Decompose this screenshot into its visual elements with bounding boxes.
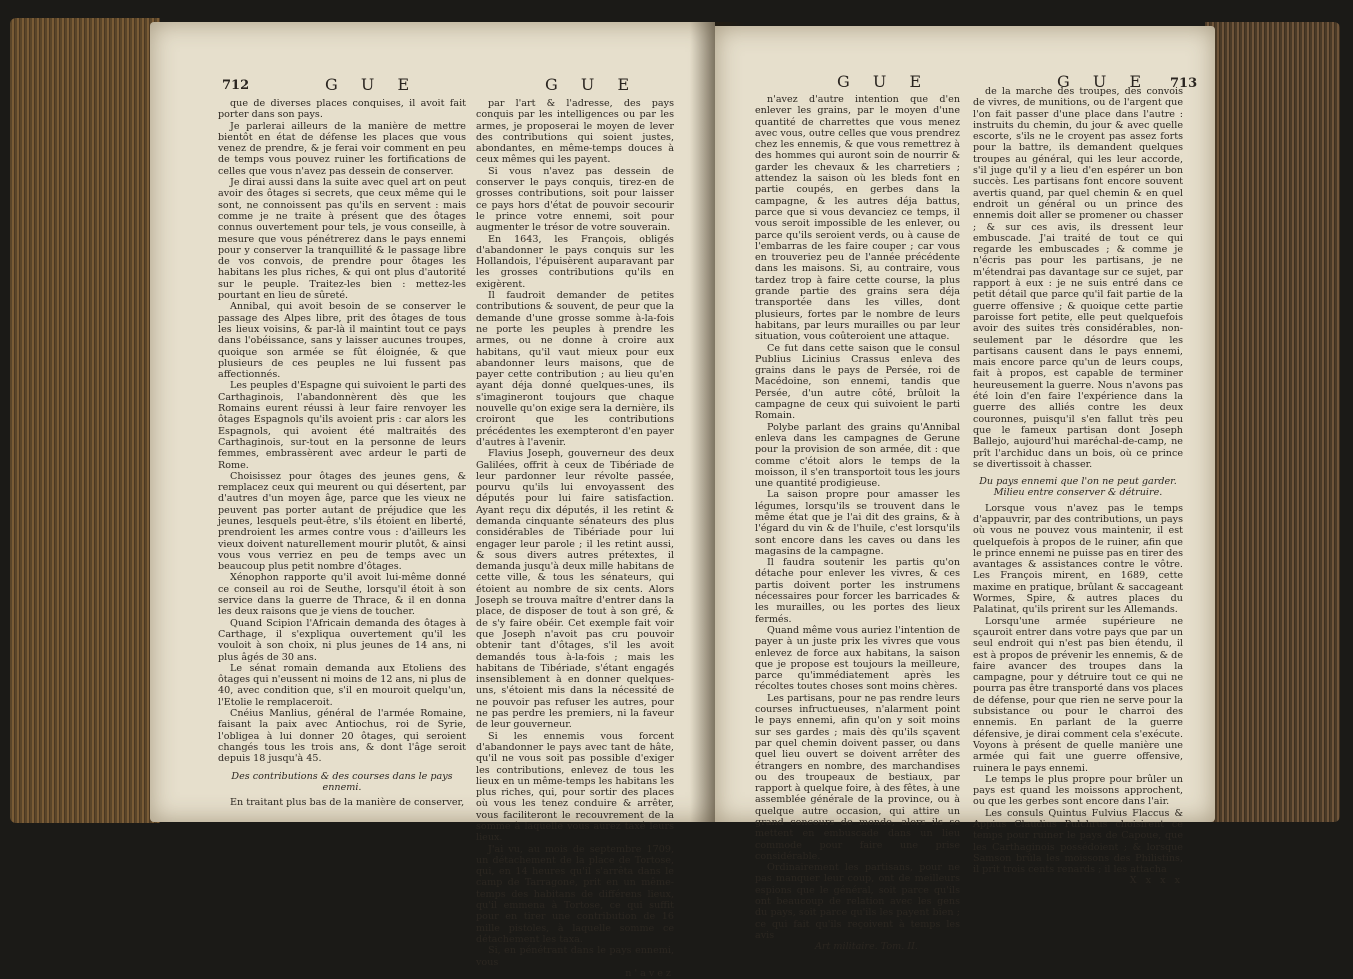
left-running-head-1: G U E: [325, 75, 419, 94]
paragraph: Le sénat romain demanda aux Etoliens des ôtages qui n'eussent ni moins de 12 ans, ni plus de 40, avec condition que, s'il en mouroit quelqu'un, l'Etolie le remplaceroit.: [218, 662, 466, 708]
paragraph: Quand même vous auriez l'intention de payer à un juste prix les vivres que vous enlevez de force aux habitans, la saison que je propose est toujours la meilleure, parce qu'immédiatement après les récoltes toutes choses sont moins chères.: [755, 624, 960, 693]
right-signature-mark: X x x x: [1129, 875, 1183, 887]
paragraph: Je parlerai ailleurs de la manière de mettre bientôt en état de défense les places que vous venez de prendre, & je ferai voir comment en peu de temps vous pouvez ruiner les fortifications de celles que vous n'avez pas dessein de conserver.: [218, 120, 466, 177]
paragraph: J'ai vu, au mois de septembre 1709, un détachement de la place de Tortose, qui, en 14 heures qu'il s'arrêta dans le camp de Tarragone, prit en un même-temps des habitans de différens lieux, qu'il emmena à Tortose, ce qui suffit pour en tirer une contribution de 16 mille pistoles, à laquelle somme ce détachement les taxa.: [476, 843, 674, 945]
paragraph: Lorsqu'une armée supérieure ne sçauroit entrer dans votre pays que par un seul endroit qui n'est pas bien étendu, il est à propos de prévenir les ennemis, & de faire avancer des troupes dans la campagne, pour y détruire tout ce qui ne pourra pas être transporté dans vos places de défense, pour que rien ne serve pour la subsistance ou pour le charroi des ennemis. En parlant de la guerre défensive, je dirai comment cela s'exécute. Voyons à présent de quelle manière une armée qui fait une guerre offensive, ruinera le pays ennemi.: [973, 615, 1183, 774]
left-section-caption: Des contributions & des courses dans le pays ennemi.: [231, 770, 453, 793]
right-signature-line: Art militaire. Tom. II.: [815, 941, 918, 953]
right-running-head-2: G U E: [1057, 72, 1151, 91]
left-column-1-last-line: En traitant plus bas de la manière de conserver,: [230, 797, 465, 809]
paragraph: Les consuls Quintus Fulvius Flaccus & Appius Claudius Pulchrus choisirent ce temps pour ruiner le pays de Capoue, que les Carthaginois possédoient ; & lorsque Samson brûla les moissons des Philistins, il prit trois cents renards ; il les attacha: [973, 807, 1183, 876]
paragraph: Lorsque vous n'avez pas le temps d'appauvrir, par des contributions, un pays où vous ne pouvez vous maintenir, il est quelquefois à propos de le ruiner, afin que le prince ennemi ne puisse pas en tirer des avantages & assistances contre le vôtre. Les François mirent, en 1689, cette maxime en pratique, brûlant & saccageant Wormes, Spire, & autres places du Palatinat, qu'ils prirent sur les Allemands.: [973, 502, 1183, 616]
paragraph: Je dirai aussi dans la suite avec quel art on peut avoir des ôtages si secrets, que ceux même qui le sont, ne connoissent pas qu'ils en servent : mais comme je ne traite à présent que des ôtages connus ouvertement pour tels, je vous conseille, à mesure que vous pénétrerez dans le pays ennemi pour y conserver la tranquillité & le passage libre de vos convois, de prendre pour ôtages les habitans les plus riches, & qui ont plus d'autorité sur le peuple. Traitez-les bien : mettez-les pourtant en lieu de sûreté.: [218, 177, 466, 302]
paragraph: n'avez d'autre intention que d'en enlever les grains, par le moyen d'une quantité de charrettes que vous menez avec vous, outre celles que vous prendrez chez les ennemis, & que vous remettrez à des hommes qui auront soin de nourrir & garder les chevaux & les charretiers ; attendez la saison où les bleds font en partie coupés, en gerbes dans la campagne, & les autres déja battus, parce que si vous devanciez ce temps, il vous seroit impossible de les enlever, ou parce qu'ils seroient verds, ou à cause de l'embarras de les faire couper ; car vous en trouveriez peu de l'année précédente dans les maisons. Si, au contraire, vous tardez trop à faire cette course, la plus grande partie des grains sera déja transportée dans les villes, dont plusieurs, fortes par le nombre de leurs habitans, par leurs murailles ou par leur situation, vous coûteroient une attaque.: [755, 94, 960, 343]
paragraph: Si vous n'avez pas dessein de conserver le pays conquis, tirez-en de grosses contributions, soit pour laisser ce pays hors d'état de pouvoir secourir le prince votre ennemi, soit pour augmenter le trésor de votre souverain.: [476, 165, 674, 234]
paragraph: Quand Scipion l'Africain demanda des ôtages à Carthage, il s'expliqua ouvertement qu'il les vouloit à son choix, ni plus jeunes de 14 ans, ni plus âgés de 30 ans.: [218, 617, 466, 663]
right-page-number: 713: [1170, 76, 1198, 91]
paragraph: La saison propre pour amasser les légumes, lorsqu'ils se trouvent dans le même état que je l'ai dit des grains, & à l'égard du vin & de l'huile, c'est lorsqu'ils sont encore dans les caves ou dans les magasins de la campagne.: [755, 489, 960, 557]
left-page-number: 712: [222, 78, 250, 93]
paragraph: Annibal, qui avoit besoin de se conserver le passage des Alpes libre, prit des ôtages de tous les lieux voisins, & par-là il maintint tout ce pays dans l'obéissance, sans y laisser aucunes troupes, quoique son armée se fût éloignée, & que plusieurs de ces peuples ne lui fussent pas affectionnés.: [218, 301, 466, 381]
paragraph: Le temps le plus propre pour brûler un pays est quand les moissons approchent, ou que les gerbes sont encore dans l'air.: [973, 773, 1183, 808]
paragraph: Cnéius Manlius, général de l'armée Romaine, faisant la paix avec Antiochus, roi de Syrie, l'obligea à lui donner 20 ôtages, qui seroient changés tous les trois ans, & dont l'âge seroit depuis 18 jusqu'à 45.: [218, 708, 466, 765]
paragraph: En 1643, les François, obligés d'abandonner le pays conquis sur les Hollandois, l'épuisèrent auparavant par les grosses contributions qu'ils en exigèrent.: [476, 233, 674, 290]
paragraph: Ordinairement les partisans, pour ne pas manquer leur coup, ont de meilleurs espions que le général, soit parce qu'ils ont beaucoup de relation avec les gens du pays, soit parce qu'ils les payent bien ; ce qui fait qu'ils reçoivent à temps les avis: [755, 862, 960, 941]
paragraph: Les peuples d'Espagne qui suivoient le parti des Carthaginois, l'abandonnèrent dès que les Romains eurent réussi à leur faire renvoyer les ôtages Espagnols qu'ils avoient pris : car alors les Espagnols, qui avoient été maltraités des Carthaginois, sur-tout en la personne de leurs femmes, embrassèrent avec ardeur le parti de Rome.: [218, 380, 466, 471]
paragraph: Si les ennemis vous forcent d'abandonner le pays avec tant de hâte, qu'il ne vous soit pas possible d'exiger les contributions, enlevez de tous les lieux en un même-temps les habitans les plus riches, qui, pour sortir des places où vous les tenez conduire & arrêter, vous faciliteront le recouvrement de la somme à laquelle vous aurez taxé leurs lieux.: [476, 730, 674, 844]
right-page: [715, 26, 1215, 953]
paragraph: Il faudroit demander de petites contributions & souvent, de peur que la demande d'une grosse somme à-la-fois ne porte les peuples à prendre les armes, ou ne donne à croire aux habitans, qu'il vaut mieux pour eux abandonner leurs maisons, que de payer cette contribution ; au lieu qu'en ayant déja donné quelques-unes, ils s'imagineront toujours que chaque nouvelle qu'on exige sera la dernière, ils croiront que les contributions précédentes les exempteront d'en payer d'autres à l'avenir.: [476, 290, 674, 448]
right-column-2: [973, 86, 1183, 887]
left-column-1: [218, 98, 466, 809]
paragraph: Flavius Joseph, gouverneur des deux Galilées, offrit à ceux de Tibériade de leur pardonner leur révolte passée, pourvu qu'ils lui envoyassent des députés pour lui faire satisfaction. Ayant reçu dix députés, il les retint & demanda cinquante sénateurs des plus considérables de Tibériade pour lui engager leur parole ; il les retint aussi, & sous divers autres prétextes, il demanda jusqu'à deux mille habitans de cette ville, & tous les sénateurs, qui étoient au nombre de six cents. Alors Joseph se trouva maître d'entrer dans la place, de disposer de tout à son gré, & de s'y faire obéir. Cet exemple fait voir que Joseph n'avoit pas cru pouvoir obtenir tant d'ôtages, s'il les avoit demandés tous à-la-fois ; mais les habitans de Tibériade, s'étant engagés insensiblement à en donner quelques-uns, s'étoient mis dans la nécessité de ne pouvoir pas refuser les autres, pour ne pas perdre les premiers, ni la faveur de leur gouverneur.: [476, 448, 674, 731]
right-page-edges: [1205, 22, 1340, 822]
left-page: [150, 22, 715, 979]
left-running-head-2: G U E: [545, 75, 639, 94]
left-page-edges: [10, 18, 160, 823]
paragraph: Polybe parlant des grains qu'Annibal enleva dans les campagnes de Gerune pour la provision de son armée, dit : que comme c'étoit alors le temps de la moisson, il s'en transportoit tous les jours une quantité prodigieuse.: [755, 421, 960, 490]
paragraph: Choisissez pour ôtages des jeunes gens, & remplacez ceux qui meurent ou qui désertent, par d'autres d'un moyen âge, parce que les vieux ne peuvent pas porter autant de préjudice que les jeunes, lesquels peut-être, s'ils étoient en liberté, prendroient les armes contre vous : d'ailleurs les vieux doivent naturellement mourir plutôt, & ainsi vous vous verriez en peu de temps avec un beaucoup plus petit nombre d'ôtages.: [218, 470, 466, 573]
paragraph: par l'art & l'adresse, des pays conquis par les intelligences ou par les armes, je proposerai le moyen de lever des contributions qui soient justes, abondantes, en même-temps douces à ceux mêmes qui les payent.: [476, 98, 674, 166]
paragraph: Si, en pénétrant dans le pays ennemi, vous: [476, 945, 674, 968]
paragraph: Ce fut dans cette saison que le consul Publius Licinius Crassus enleva des grains dans le pays de Persée, roi de Macédoine, son ennemi, tandis que Persée, d'un autre côté, brûloit la campagne de ceux qui suivoient le parti Romain.: [755, 342, 960, 422]
paragraph: que de diverses places conquises, il avoit fait porter dans son pays.: [218, 98, 466, 121]
right-column-1: [755, 94, 960, 953]
paragraph: Xénophon rapporte qu'il avoit lui-même donné ce conseil au roi de Seuthe, lorsqu'il étoit à son service dans la guerre de Thrace, & il en donna les deux raisons que je viens de toucher.: [218, 572, 466, 618]
left-catchword: n'avez: [625, 967, 674, 979]
paragraph: de la marche des troupes, des convois de vivres, de munitions, ou de l'argent que l'on fait passer d'une place dans l'autre : instruits du chemin, du jour & avec quelle escorte, s'ils ne le croyent pas assez forts pour la battre, ils demandent quelques troupes au général, qui les leur accorde, s'il juge qu'il y a lieu d'en espérer un bon succès. Les partisans font encore souvent avertis quand, par quel chemin & en quel endroit un général ou un prince des ennemis doit aller se promener ou chasser ; & sur ces avis, ils dressent leur embuscade. J'ai traité de tout ce qui regarde les embuscades ; & comme je n'écris pas pour les partisans, je ne m'étendrai pas davantage sur ce sujet, par rapport à eux : je ne suis entré dans ce petit détail que parce qu'il fait partie de la guerre offensive ; & quoique cette partie paroisse fort petite, elle peut quelquefois avoir des suites très considérables, non-seulement par le désordre que les partisans causent dans le pays ennemi, mais encore parce qu'un de leurs coups, fait à propos, est capable de terminer heureusement la guerre. Nous n'avons pas été loin d'en faire l'expérience dans la guerre des alliés contre les deux couronnes, puisqu'il s'en fallut très peu que le fameux partisan dont Joseph Ballejo, aujourd'hui maréchal-de-camp, ne prît l'archiduc dans un bois, où ce prince se divertissoit à chasser.: [973, 86, 1183, 470]
right-running-head-1: G U E: [837, 72, 931, 91]
paragraph: Les partisans, pour ne pas rendre leurs courses infructueuses, n'alarment point le pays ennemi, afin qu'on y soit moins sur ses gardes ; mais dès qu'ils sçavent par quel chemin doivent passer, ou dans quel lieu ouvert se doivent arrêter des étrangers en nombre, des marchandises ou des troupeaux de bestiaux, par rapport à quelque foire, à des fêtes, à une assemblée générale de la province, ou à quelque autre occasion, qui attire un grand concours de monde, alors ils se mettent en embuscade dans un lieu commode pour faire une prise considérable.: [755, 692, 960, 862]
paragraph: Il faudra soutenir les partis qu'on détache pour enlever les vivres, & ces partis doivent porter les instrumens nécessaires pour forcer les barricades & les murailles, ou les portes des lieux fermés.: [755, 557, 960, 625]
right-section-caption: Du pays ennemi que l'on ne peut garder. Milieu entre conserver & détruire.: [979, 476, 1177, 499]
left-column-2: [476, 98, 674, 979]
